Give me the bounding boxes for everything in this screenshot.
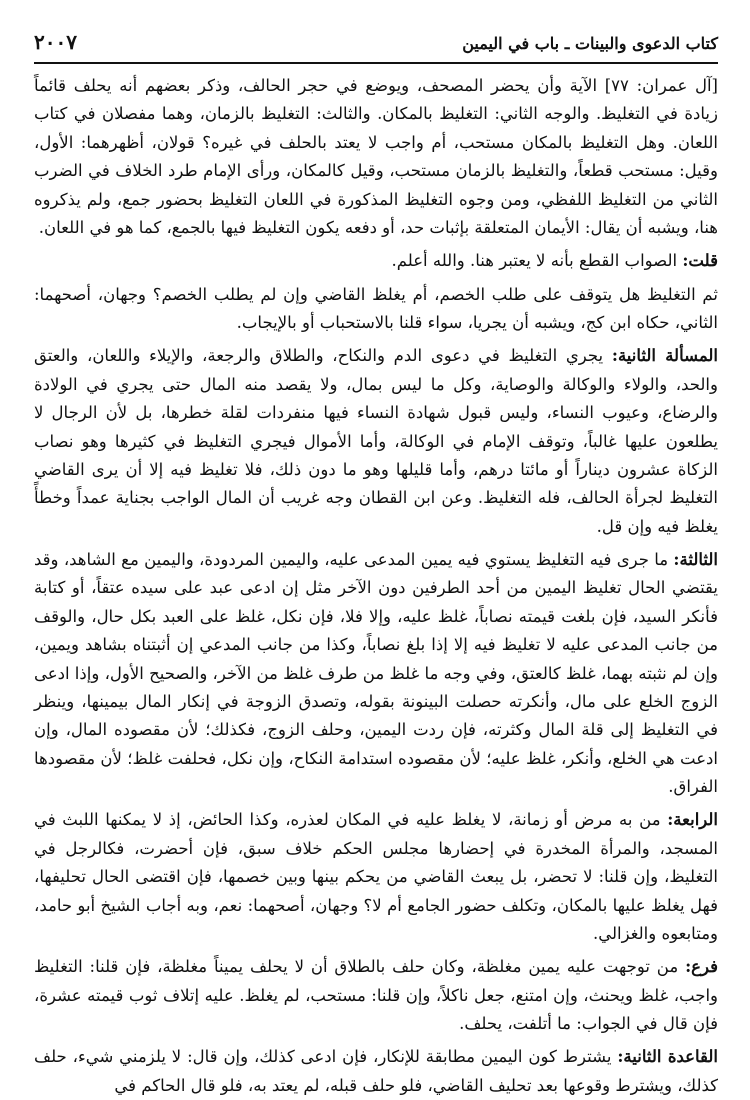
paragraph: [34, 546, 718, 801]
paragraph: [34, 342, 718, 541]
paragraph: [34, 953, 718, 1038]
paragraph-lead: فرع:: [685, 957, 718, 977]
paragraph-lead: قلت:: [682, 251, 718, 271]
paragraph-lead: الثالثة:: [673, 550, 718, 569]
paragraph-text: من توجهت عليه يمين مغلظة، وكان حلف بالطلاق أن لا يحلف يميناً مغلظة، فإن قلنا: التغليظ واجب، غلظ ويحنث، وإن امتنع، جعل ناكلاً، وإن قلنا: مستحب، لم يغلظ. عليه إتلاف ثوب قيمته عشرة، فإن قال في الجواب: ما أتلفت، يحلف.: [34, 957, 718, 1033]
paragraph: [34, 806, 718, 948]
header-rule: [34, 62, 718, 64]
paragraph-lead: المسألة الثانية:: [611, 346, 718, 366]
paragraph-text: [آل عمران: ٧٧] الآية وأن يحضر المصحف، ويوضع في حجر الحالف، وذكر بعضهم أنه يحلف قائماً زيادة في التغليظ. والوجه الثاني: التغليظ بالمكان. والثالث: التغليظ بالزمان، وهما مفصلان في كتاب اللعان. وهل التغليظ بالمكان مستحب، أم واجب لا يعتد بالحلف في غيره؟ قولان، أظهرهما: الأول، وقيل: مستحب قطعاً، والتغليظ بالزمان مستحب، وقيل كالمكان، ورأى الإمام طرد الخلاف في الضرب الثاني من التغليظ اللفظي، ومن وجوه التغليظ المذكورة في اللعان التغليظ بحضور جمع، ولم يذكروه هنا، ويشبه أن يقال: الأيمان المتعلقة بإثبات حد، أو دفعه يكون التغليظ فيها بالجمع، كما هو في اللعان.: [34, 76, 718, 237]
paragraph-text: يشترط كون اليمين مطابقة للإنكار، فإن ادعى كذلك، وإن قال: لا يلزمني شيء، حلف كذلك، ويشترط وقوعها بعد تحليف القاضي، فلو حلف قبله، لم يعتد به، فلو قال الحاكم في: [34, 1047, 718, 1095]
paragraph: [34, 247, 718, 275]
running-title: كتاب الدعوى والبينات ـ باب في اليمين: [462, 34, 718, 53]
paragraph-text: ما جرى فيه التغليظ يستوي فيه يمين المدعى عليه، واليمين المردودة، واليمين مع الشاهد، وقد يقتضي الحال تغليظ اليمين من أحد الطرفين دون الآخر مثل إن ادعى عبد على سيده عتقاً، أو كتابة فأنكر السيد، فإن بلغت قيمته نصاباً، غلظ عليه، وإلا فلا، فإن نكل، غلظ على العبد بكل حال، والوقف من جانب المدعى عليه لا تغليظ فيه إلا إذا بلغ نصاباً، وكذا من جانب المدعي إن أثبتناه بشاهد ويمين، وإن لم نثبته بهما، غلظ كالعتق، وفي وجه ما غلظ من طرف غلظ من الآخر، والصحيح الأول، وإذا ادعى الزوج الخلع على مال، وأنكرته حصلت البينونة بقوله، وتصدق الزوجة في إنكار المال بيمينها، وينظر في التغليظ إلى قلة المال وكثرته، فإن ردت اليمين، وحلف الزوج، فكذلك؛ لأن مقصوده المال، وإن ادعت هي الخلع، وأنكر، غلظ عليه؛ لأن مقصوده استدامة النكاح، وإن نكل، فحلفت غلظ؛ لأن مقصودها الفراق.: [34, 550, 718, 796]
paragraph-lead: القاعدة الثانية:: [617, 1047, 718, 1067]
page-header: [34, 30, 718, 58]
paragraph: [34, 1043, 718, 1100]
paragraph: [34, 281, 718, 338]
page-number: ٢٠٠٧: [34, 30, 77, 54]
paragraph: [34, 72, 718, 242]
paragraph-text: من به مرض أو زمانة، لا يغلظ عليه في المكان لعذره، وكذا الحائض، إذ لا يمكنها اللبث في المسجد، والمرأة المخدرة في إحضارها مجلس الحكم خلاف سبق، فإن أحضرت، فكالرجل في التغليظ، وإن قلنا: لا تحضر، بل يبعث القاضي من يحكم بينها وبين خصمها، فإن اقتضى الحال تحليفها، فهل يغلظ عليها بالمكان، وتكلف حضور الجامع أم لا؟ وجهان، أصحهما: نعم، وبه أجاب الشيخ أبو حامد، ومتابعوه والغزالي.: [34, 810, 718, 943]
paragraph-lead: الرابعة:: [667, 810, 718, 830]
page-body: [34, 72, 718, 1100]
paragraph-text: الصواب القطع بأنه لا يعتبر هنا. والله أعلم.: [391, 251, 678, 271]
paragraph-text: ثم التغليظ هل يتوقف على طلب الخصم، أم يغلظ القاضي وإن لم يطلب الخصم؟ وجهان، أصحهما: الثاني، حكاه ابن كج، ويشبه أن يجريا، سواء قلنا بالاستحباب أو بالإيجاب.: [34, 284, 718, 332]
paragraph-text: يجري التغليظ في دعوى الدم والنكاح، والطلاق والرجعة، والإيلاء واللعان، والعتق والحد، والولاء والوكالة والوصاية، وكل ما ليس بمال، ولا يقصد منه المال حتى يجري في الولادة والرضاع، وعيوب النساء، وليس قبول شهادة النساء فيها منفردات لقلة خطرها، بل لأن الرجال لا يطلعون عليها غالباً، وتوقف الإمام في الوكالة، وأما الأموال فيجري التغليظ في كثيرها وهو نصاب الزكاة عشرون ديناراً أو مائتا درهم، وأما قليلها وهو ما دون ذلك، فلا تغليظ فيه إلا أن يرى القاضي التغليظ لجرأة الحالف، فله التغليظ. وعن ابن القطان وجه غريب أن المال الواجب بجناية عمداً وخطأً يغلظ فيه وإن قل.: [34, 346, 718, 536]
